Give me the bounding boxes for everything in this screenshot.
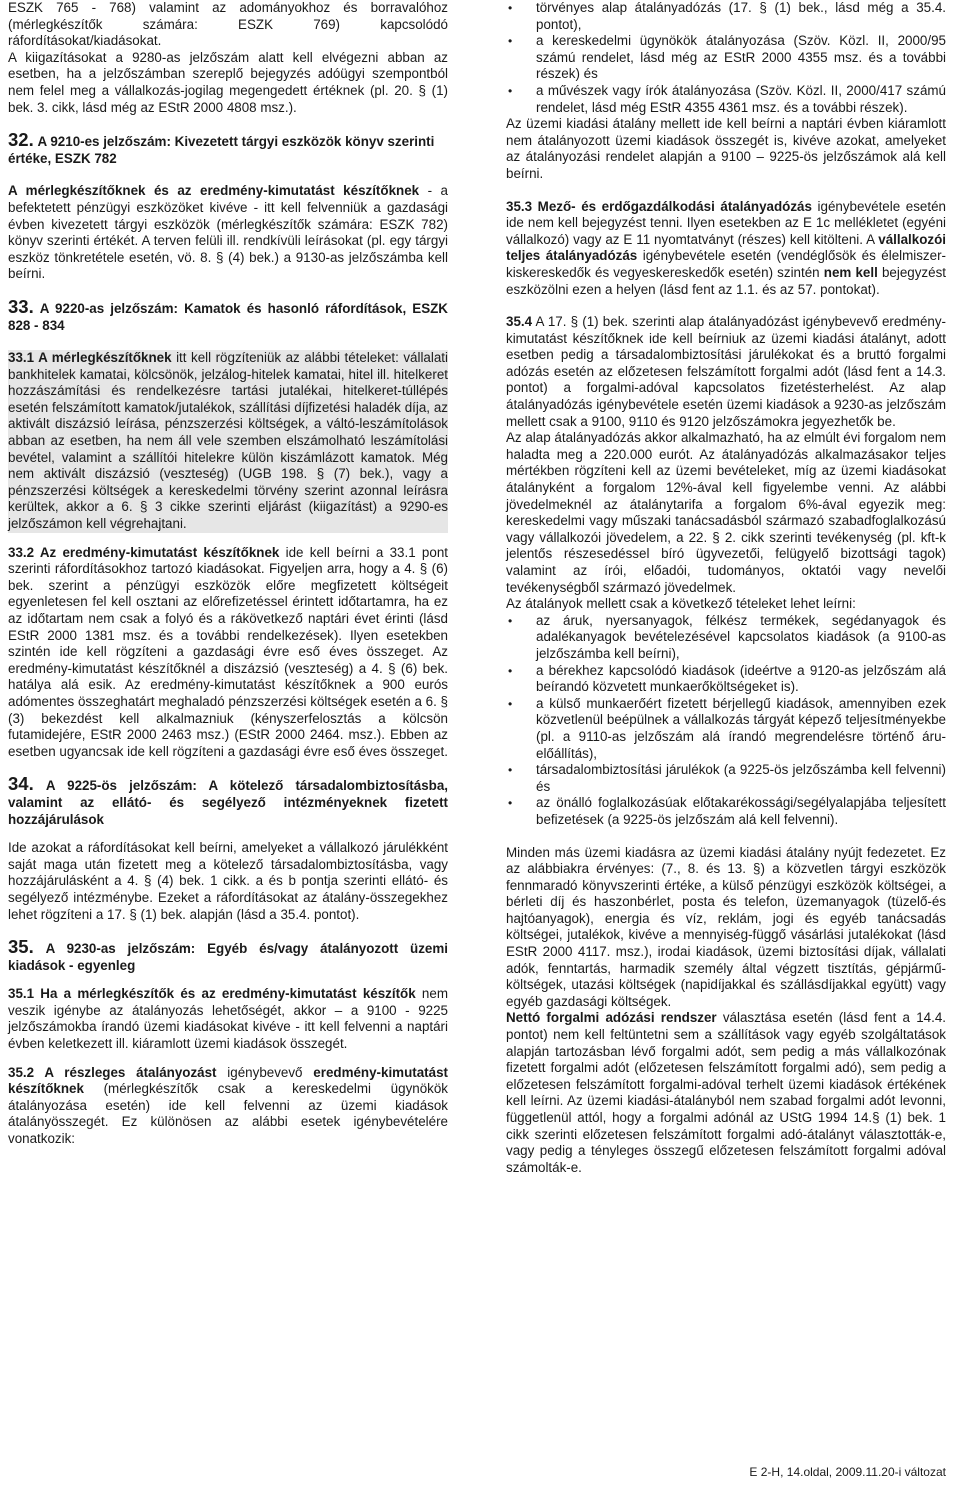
list-item: • törvényes alap átalányadózás (17. § (1) bek., lásd még a 35.4. pontot), <box>506 0 946 33</box>
right-column <box>506 0 946 1176</box>
section-33-number: 33. <box>8 295 34 317</box>
section-32-body: A mérlegkészítőknek és az eredmény-kimutatást készítőknek - a befektetett pénzügyi eszközöket kivéve - itt kell felvenniük a gazdasági évben kivezetett tárgyi eszközök (mérlegkészítők számára: ESZK 782) könyv szerinti értékét. A terven felüli ill. rendkívüli leírásokat (pl. egy tárgyi eszköz tönkretétele esetén, vö. 8. § (4) bek.) a 9130-as jelzőszámba kell beírni. <box>8 183 448 282</box>
section-32-number: 32. <box>8 129 34 151</box>
section-35-2-body: 35.2 A részleges átalányozást igénybevevő eredmény-kimutatást készítőknek (mérlegkészítők csak a kereskedelmi ügynökök átalányozása esetén) ide kell felvenni az üzemi kiadások átalányösszegét. Ez különösen az alábbi esetek igénybevételére vonatkozik: <box>8 1064 448 1147</box>
intro-paragraph: ESZK 765 - 768) valamint az adományokhoz és borravalóhoz (mérlegkészítők számára: ESZK 769) kapcsolódó ráfordításokat/kiadásokat. <box>8 0 448 49</box>
section-33-1-body: 33.1 A mérlegkészítőknek itt kell rögzíteniük az alábbi tételeket: vállalati bankhitelek kamatai, kölcsönök, jelzálog-hitelek kamatai, hitel ill. hitelkeret hozzászámítási és rendelkezésre tartási jutalékai, hitelkeret-túllépés esetén felszámított kamatok/jutalékok, szállítási díjfizetési haladék díja, az aktivált diszázsió leírása, pénzszerzési költségek, a váltó-leszámítolások abban az esetben, ha nem áll vele szemben elszámolható leszámítolási bevétel, valamint a szállítói hitelekre külön kiszámlázott kamatok. Még nem aktivált diszázsió (veszteség) (UGB 198. § (7) bek.), vagy a pénzszerzési költségek a kereskedelmi törvény szerint azonnal leírásra kerültek, akkor a 6. § 3 cikke szerinti eljárást (kiigazítást) a 9290-es jelzőszámon kell végrehajtani. <box>8 350 448 532</box>
section-35-3-body: 35.3 Mező- és erdőgazdálkodási átalányadózás igénybevétele esetén ide nem kell bejegyzést tenni. Ilyen esetekben az E 1c mellékletet (egyéni vállalkozó) vagy az E 11 nyomtatványt (részes) kell kitölteni. A vállalkozói teljes átalányadózás igénybevétele esetén (vendéglősök és élelmiszer-kiskereskedők és vegyeskereskedők esetén) szintén nem kell bejegyzést eszközölni ezen a helyen (lásd fent az 1.1. és az 57. pontokat). <box>506 198 946 297</box>
list-item: • a művészek vagy írók átalányozása (Szöv. Közl. II, 2000/417 számú rendelet, lásd még EStR 4355 4361 msz. és a további részek). <box>506 83 946 116</box>
section-33-title: A 9220-as jelzőszám: Kamatok és hasonló ráfordítások, ESZK 828 - 834 <box>8 300 448 333</box>
section-34-body: Ide azokat a ráfordításokat kell beírni, amelyeket a vállalkozó járulékként saját maga után fizetett meg a kötelező társadalombiztosításba, vagy hozzájárulásként a 4. § (4) bek. 1 cikk. a és b pontja szerinti ellátó- és segélyező intézménybe. Ezeket a ráfordításokat az átalány-összegekhez lehet rögzíteni a 17. § (1) bek. alapján (lásd a 35.4. pontot). <box>8 840 448 922</box>
section-34-title: A 9225-ös jelzőszám: A kötelező társadalombiztosításba, valamint az ellátó- és segélyező intézményeknek fizetett hozzájárulások <box>8 778 448 827</box>
section-34-number: 34. <box>8 773 34 795</box>
flat-rate-list <box>506 0 946 116</box>
section-32-title: A 9210-es jelzőszám: Kivezetett tárgyi eszközök könyv szerinti értéke, ESZK 782 <box>8 134 435 166</box>
list-item: • az áruk, nyersanyagok, félkész termékek, segédanyagok és adalékanyagok bevételezésével kapcsolatos kiadások (a 9100-as jelzőszámba kell beírni), <box>506 613 946 663</box>
section-35-number: 35. <box>8 936 34 958</box>
section-33-heading <box>8 295 448 334</box>
basic-flat-rate-paragraph: Az alap átalányadózás akkor alkalmazható, ha az elmúlt évi forgalom nem haladta meg a 220.000 eurót. Az átalányadózás alkalmazásakor teljes mértékben rögzíteni kell az üzemi bevételeket, míg az üzemi kiadásokat átalányként a forgalom 12%-ával kell figyelembe venni. Az alábbi jövedelmeknél az átalánytarifa a forgalom 6%-ával egyezik meg: kereskedelmi vagy műszaki tanácsadásból származó szabadfoglalkozású vagy vállalkozói jövedelem, a 22. § 2. cikk szerinti tevékenység (pl. kft-k jelentős részesedéssel bíró ügyvezetői, felügyelő bizottsági tagok) valamint az írói, előadói, tudományos, oktatói vagy nevelői tevékenységből származó jövedelmek. <box>506 430 946 595</box>
deductible-items-lead: Az átalányok mellett csak a következő tételeket lehet leírni: <box>506 596 856 612</box>
list-item: • társadalombiztosítási járulékok (a 9225-ös jelzőszámba kell felvenni) és <box>506 762 946 795</box>
section-34-heading <box>8 773 448 828</box>
section-35-1-body: 35.1 Ha a mérlegkészítők és az eredmény-kimutatást készítők nem veszik igénybe az átalányozás lehetőségét, akkor – a 9100 - 9225 jelzőszámokba írandó üzemi kiadásokat kivéve - itt kell felvenni a naptári évben keletkezett ill. kiáramlott üzemi kiadások összegét. <box>8 986 448 1052</box>
section-32-heading <box>8 129 448 167</box>
other-expenses-paragraph: Minden más üzemi kiadásra az üzemi kiadási átalány nyújt fedezetet. Ez az alábbiakra érvényes: (7., 8. és 13. §) a közvetlen tárgyi eszközök fennmaradó könyvszerinti értéke, a külső pénzügyi eszközök költségei, a bérleti díj és haszonbérlet, posta és telefon, üzemanyagok (tüzelő-és hajtóanyagok), energia és víz, reklám, jogi és egyéb tanácsadás költségei, jutalékok, kivéve a mennyiség-függő vásárlási jutalékokat (lásd EStR 2000 4117. msz.), irodai kiadások, üzemi biztosítási díjak, vállalati adók, fenntartás, harmadik személy által végzett tisztítás, gépjármű-költségek, utazási költségek (napidíjakkal és szállásdíjakkal együtt) vagy egyéb gazdasági költségek. <box>506 844 946 1009</box>
adjustment-paragraph: A kiigazításokat a 9280-as jelzőszám alatt kell elvégezni abban az esetben, ha a jelzőszámban szereplő bejegyzés adóügyi szempontból nem felel meg a vállalkozás-jogilag megengedett értéknek (pl. 20. § (1) bek. 3. cikk, lásd még az EStR 2000 4808 msz.). <box>8 49 448 115</box>
left-column <box>8 0 448 1148</box>
page-footer: E 2-H, 14.oldal, 2009.11.20-i változat <box>749 1465 946 1479</box>
section-35-4-body: 35.4 A 17. § (1) bek. szerinti alap átalányadózást igénybevevő eredmény-kimutatást készítőknek ide kell beírniuk az üzemi kiadási átalányt, adott esetben pedig a társadalombiztosítási járulékokat és a bruttó forgalmi adózás esetén az előzetesen felszámított forgalmi adót (lásd fent a 14.3. pontot) a forgalmi-adóval kapcsolatos fizetésterhelést. Az alap átalányadózás igénybevétele esetén üzemi kiadások a 9230-as jelzőszám mellett csak a 9100, 9110 és 9120 jelzőszámokra jegyezhetők be. <box>506 314 946 429</box>
net-vat-paragraph: Nettó forgalmi adózási rendszer választása esetén (lásd fent a 14.4. pontot) nem kell feltüntetni sem a szállítások vagy egyéb szolgáltatások alapján tartozásban lévő forgalmi adót, sem pedig a más vállalkozónak fizetett forgalmi adót (előzetesen felszámított forgalmi adó), sem pedig a előzetesen felszámított forgalmi-adóval terhelt üzemi kiadások értékének kell leírni. Az üzemi kiadási-átalányból nem szabad forgalmi adót levonni, függetlenül attól, hogy a forgalmi adónál az UStG 1994 14.§ (1) bek. 1 cikk szerinti előzetesen felszámított forgalmi adó-átalányt választották-e, vagy pedig a tényleges összegű előzetesen felszámított forgalmi adóval számolták-e. <box>506 1010 946 1175</box>
section-33-2-body: 33.2 Az eredmény-kimutatást készítőknek ide kell beírni a 33.1 pont szerinti ráfordításokhoz tartozó kiadásokat. Figyeljen arra, hogy a 4. § (6) bek. szerint a pénzügyi eszközök előre megfizetett költségeit egyenletesen fel kell osztani az előrefizetéssel érintett időtartamra, ha ez az időtartam nem csak a folyó és a rákövetkező naptári évet érinti (lásd EStR 2000 1381 msz. és a további rendelkezések). Ilyen esetekben szintén ide kell rögzíteni a gazdasági évre eső éves összeget. Az eredmény-kimutatást készítőknél a diszázsió (veszteség) a 4. § (6) bek. hatálya alá esik. Az eredmény-kimutatást készítőknek a 900 eurós adómentes összeghatárt meghaladó pénzszerzési költségek esetén a 6. § (3) bekezdést kell alkalmazniuk (kényszerfelosztás a kölcsön futamidejére, EStR 2000 2463 msz.) (EStR 2000 2464. msz.). Ebben az esetben ugyancsak ide kell rögzíteni a gazdasági évre eső éves összeget. <box>8 544 448 759</box>
list-item: • a kereskedelmi ügynökök átalányozása (Szöv. Közl. II, 2000/95 számú rendelet, lásd még az EStR 2000 4355 msz. és a további részek) és <box>506 33 946 83</box>
list-item: • a bérekhez kapcsolódó kiadások (ideértve a 9120-as jelzőszám alá beírandó közvetett munkaerőköltségeket is). <box>506 663 946 696</box>
deductible-items-list <box>506 613 946 829</box>
section-35-heading <box>8 936 448 974</box>
list-item: • az önálló foglalkozásúak előtakarékossági/segélyalapjába teljesített befizetések (a 9225-ös jelzőszám alá kell felvenni). <box>506 795 946 828</box>
flat-rate-paragraph: Az üzemi kiadási átalány mellett ide kell beírni a naptári évben kiáramlott nem átalányozott üzemi kiadások összegét is, kivéve azokat, amelyeket az átalányozási rendelet alapján a 9100 – 9225-ös jelzőszámok alá kell beírni. <box>506 116 946 181</box>
section-35-title: A 9230-as jelzőszám: Egyéb és/vagy átalányozott üzemi kiadások - egyenleg <box>8 941 448 973</box>
list-item: • a külső munkaerőért fizetett bérjellegű kiadások, amennyiben ezek közvetlenül beépülnek a vállalkozás tárgyát képező teljesítményekbe (pl. a 9110-as jelzőszám alá írandó megrendelésre történő áru-előállítás), <box>506 696 946 762</box>
